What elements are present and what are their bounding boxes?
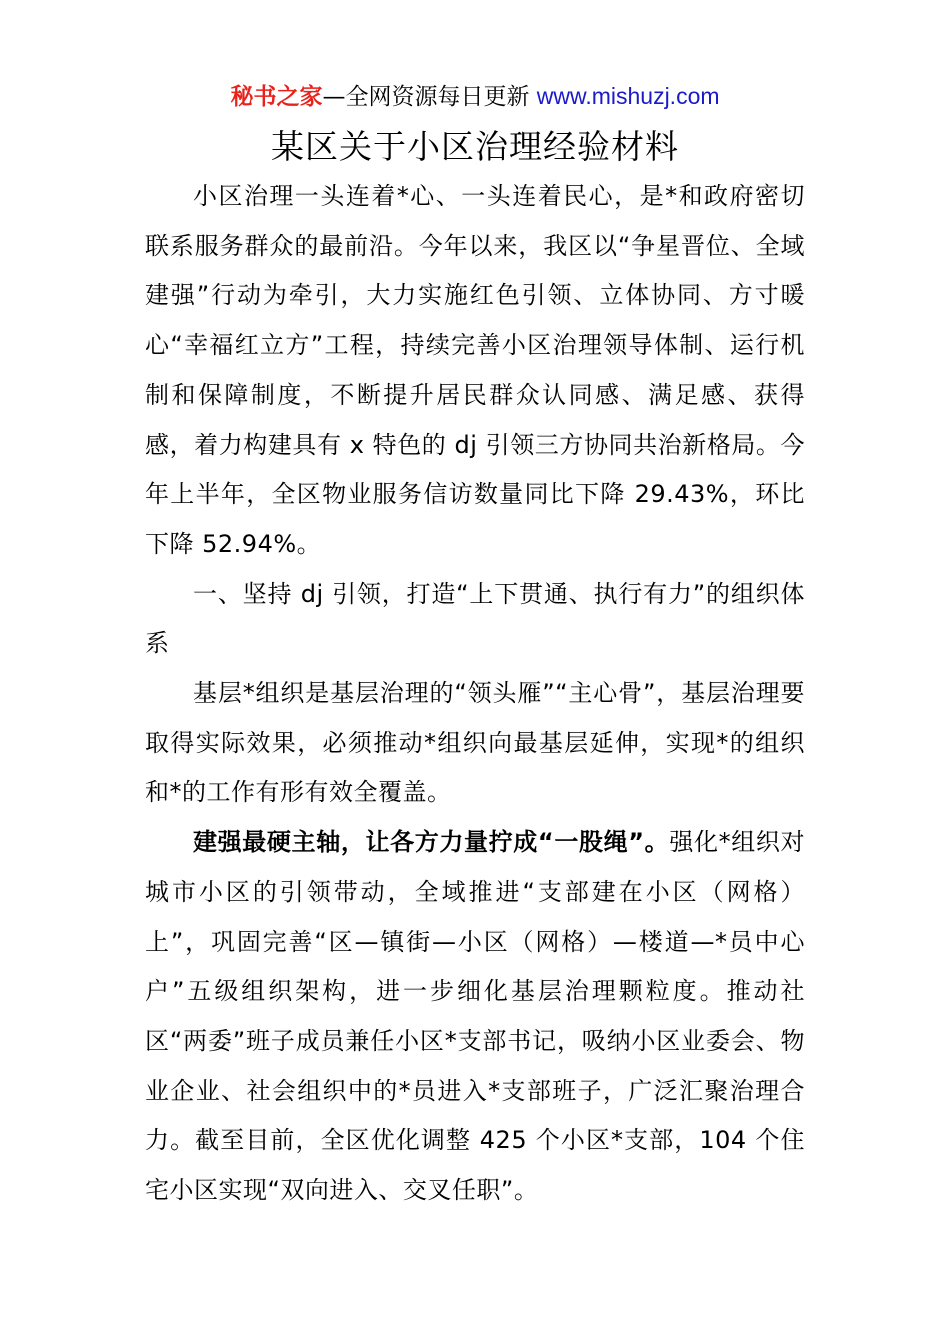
paragraph-lead: 建强最硬主轴，让各方力量拧成“一股绳”。: [193, 828, 670, 857]
document-title: 某区关于小区治理经验材料: [271, 127, 679, 166]
document-body: [145, 172, 805, 1216]
section-heading: [145, 570, 805, 669]
site-header: [0, 80, 950, 113]
site-url-link[interactable]: www.mishuzj.com: [536, 83, 720, 109]
paragraph-text: 强化*组织对城市小区的引领带动，全域推进“支部建在小区（网格）上”，巩固完善“区—镇街—小区（网格）—楼道—*员中心户”五级组织架构，进一步细化基层治理颗粒度。推动社区“两委”班子成员兼任小区*支部书记，吸纳小区业委会、物业企业、社会组织中的*员进入*支部班子，广泛汇聚治理合力。截至目前，全区优化调整 425 个小区*支部，104 个住宅小区实现“双向进入、交叉任职”。: [145, 828, 806, 1205]
paragraph-text: 一、坚持 dj 引领，打造“上下贯通、执行有力”的组织体系: [145, 579, 805, 658]
paragraph-text: 基层*组织是基层治理的“领头雁”“主心骨”，基层治理要取得实际效果，必须推动*组织向最基层延伸，实现*的组织和*的工作有形有效全覆盖。: [145, 679, 805, 807]
site-brand: 秘书之家: [230, 84, 323, 110]
body-paragraph: [145, 669, 805, 818]
body-paragraph: [145, 818, 805, 1216]
site-tagline: —全网资源每日更新: [322, 84, 537, 110]
paragraph-text: 小区治理一头连着*心、一头连着民心，是*和政府密切联系服务群众的最前沿。今年以来，我区以“争星晋位、全域建强”行动为牵引，大力实施红色引领、立体协同、方寸暖心“幸福红立方”工程，持续完善小区治理领导体制、运行机制和保障制度，不断提升居民群众认同感、满足感、获得感，着力构建具有 x 特色的 dj 引领三方协同共治新格局。今年上半年，全区物业服务信访数量同比下降 29.43%，环比下降 52.94%。: [145, 182, 805, 558]
intro-paragraph: [145, 172, 805, 570]
